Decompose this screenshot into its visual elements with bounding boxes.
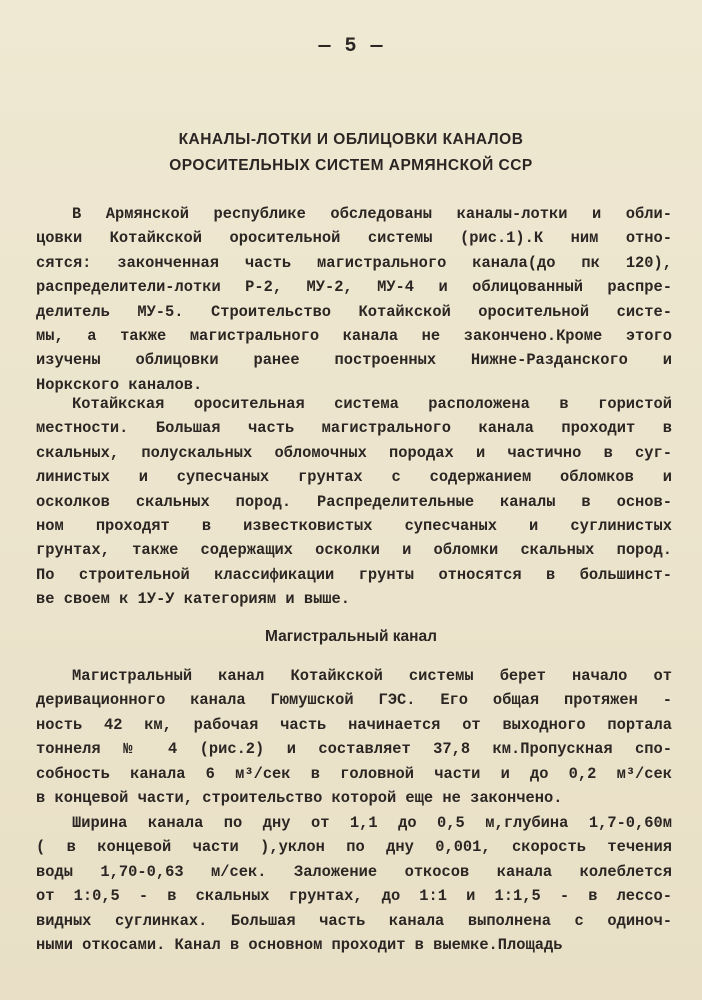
text-line: собность канала 6 м³/сек в головной части и до 0,2 м³/сек <box>36 764 672 783</box>
text-line: В Армянской республике обследованы каналы-лотки и обли- <box>72 205 672 223</box>
paragraph-3 <box>36 664 672 810</box>
document-title <box>0 127 702 179</box>
text-line: Ширина канала по дну от 1,1 до 0,5 м,глубина 1,7-0,60м <box>72 814 672 832</box>
text-line: изучены облицовки ранее построенных Нижне-Разданского и <box>36 351 672 370</box>
text-line: осколков скальных пород. Распределительные каналы в основ- <box>36 492 672 511</box>
text-line: ном проходят в известковистых супесчаных и суглинистых <box>36 516 672 535</box>
text-line: местности. Большая часть магистрального канала проходит в <box>36 419 672 438</box>
text-line: скальных, полускальных обломочных породах и частично в суг- <box>36 443 672 462</box>
text-line: тоннеля № 4 (рис.2) и составляет 37,8 км.Пропускная спо- <box>36 740 672 759</box>
text-line: ными откосами. Канал в основном проходит в выемке.Площадь <box>36 935 563 954</box>
text-line: мы, а также магистрального канала не закончено.Кроме этого <box>36 326 672 345</box>
text-line: По строительной классификации грунты относятся в большинст- <box>36 565 672 584</box>
paragraph-1 <box>36 202 672 397</box>
paragraph-4 <box>36 811 672 957</box>
text-line: цовки Котайкской оросительной системы (рис.1).К ним отно- <box>36 229 672 248</box>
paragraph-2 <box>36 392 672 612</box>
text-line: видных суглинках. Большая часть канала выполнена с одиноч- <box>36 911 672 930</box>
title-line-2: ОРОСИТЕЛЬНЫХ СИСТЕМ АРМЯНСКОЙ ССР <box>169 157 533 174</box>
text-line: ность 42 км, рабочая часть начинается от выходного портала <box>36 715 672 734</box>
page-number: — 5 — <box>318 35 384 58</box>
text-line: Магистральный канал Котайкской системы берет начало от <box>72 667 672 685</box>
text-line: ве своем к 1У-У категориям и выше. <box>36 590 351 609</box>
text-line: воды 1,70-0,63 м/сек. Заложение откосов канала колеблется <box>36 862 672 881</box>
text-line: от 1:0,5 - в скальных грунтах, до 1:1 и 1:1,5 - в лессо- <box>36 887 672 906</box>
text-line: ( в концевой части ),уклон по дну 0,001, скорость течения <box>36 838 672 857</box>
title-line-1: КАНАЛЫ-ЛОТКИ И ОБЛИЦОВКИ КАНАЛОВ <box>178 131 524 148</box>
text-line: сятся: законченная часть магистрального канала(до пк 120), <box>36 253 672 272</box>
text-line: распределители-лотки Р-2, МУ-2, МУ-4 и облицованный распре- <box>36 278 672 297</box>
text-line: Норкского каналов. <box>36 375 203 394</box>
text-line: в концевой части, строительство которой еще не закончено. <box>36 788 563 807</box>
text-line: грунтах, также содержащих осколки и обломки скальных пород. <box>36 541 672 560</box>
text-line: линистых и супесчаных грунтах с содержанием обломков и <box>36 468 672 487</box>
text-line: Котайкская оросительная система расположена в гористой <box>72 395 672 413</box>
section-heading: Магистральный канал <box>264 628 438 645</box>
text-line: деривационного канала Гюмушской ГЭС. Его общая протяжен - <box>36 691 672 710</box>
text-line: делитель МУ-5. Строительство Котайкской оросительной систе- <box>36 302 672 321</box>
